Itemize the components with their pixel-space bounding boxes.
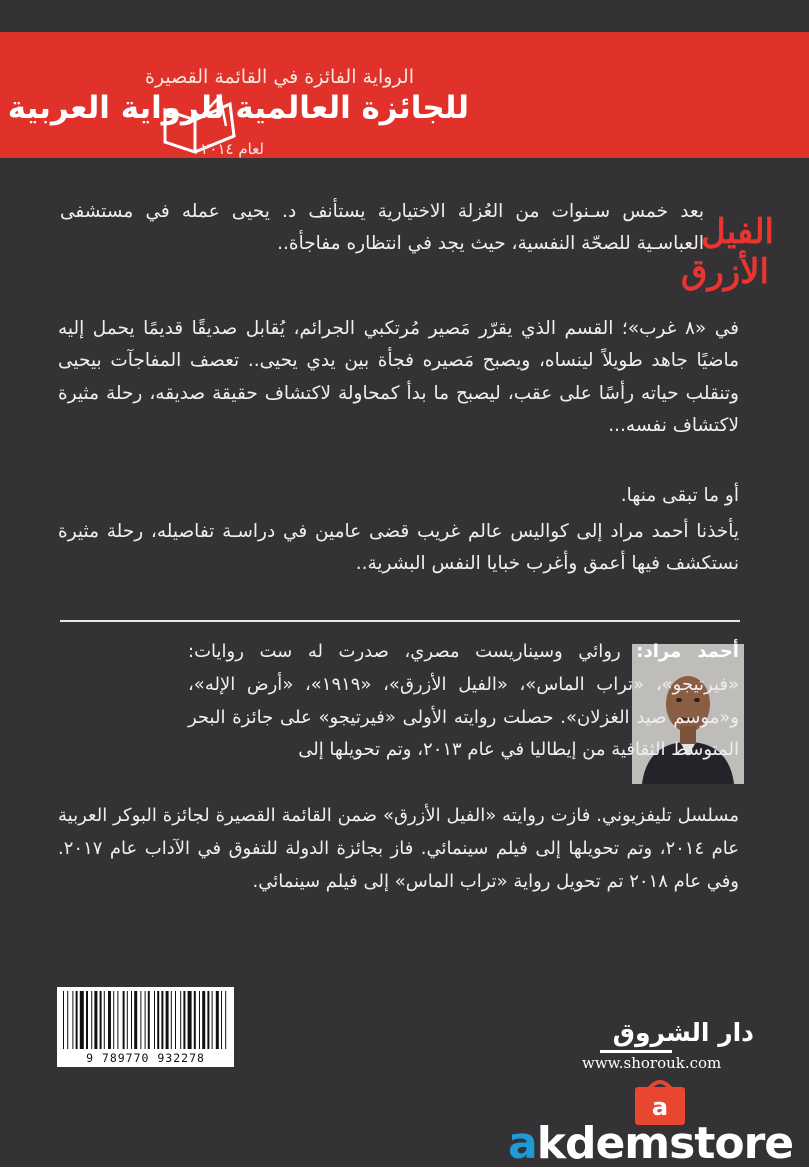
watermark-letter: a bbox=[508, 1118, 537, 1169]
isbn-number: 9 789770 932278 bbox=[86, 1051, 205, 1065]
barcode-bars bbox=[61, 991, 230, 1049]
watermark-rest: kdemstore bbox=[536, 1118, 794, 1169]
synopsis-paragraph-4: يأخذنا أحمد مراد إلى كواليس عالم غريب قضى عامين في دراسـة تفاصيله، رحلة مثيرة نستكشف فيها أعمق وأغرب خبايا النفس البشرية.. bbox=[58, 521, 739, 575]
banner-year: لعام ٢٠١٤ bbox=[201, 140, 264, 158]
section-divider bbox=[60, 620, 740, 622]
author-bio-text: روائي وسيناريست مصري، صدرت له ست روايات: «فيرتيجو»، «تراب الماس»، «الفيل الأزرق»، «١٩١٩»، «أرض الإله»، و«موسم صيد الغزلان». حصلت روايته الأولى «فيرتيجو» على جائزة البحر المتوسط الثقافية من إيطاليا في عام ٢٠١٣، وتم تحويلها إلى bbox=[188, 641, 739, 761]
author-bio-part-2: مسلسل تليفزيوني. فازت روايته «الفيل الأزرق» ضمن القائمة القصيرة لجائزة البوكر العربية عام ٢٠١٤، وتم تحويلها إلى فيلم سينمائي. فاز بجائزة الدولة للتفوق في الآداب عام ٢٠١٧. وفي عام ٢٠١٨ تم تحويل رواية «تراب الماس» إلى فيلم سينمائي. bbox=[58, 805, 740, 892]
publisher-url: www.shorouk.com bbox=[582, 1054, 722, 1072]
author-bio-part-1 bbox=[188, 636, 739, 767]
barcode bbox=[57, 987, 234, 1067]
svg-text:a: a bbox=[651, 1093, 669, 1121]
store-watermark bbox=[508, 1118, 793, 1169]
publisher-name: دار الشروق bbox=[612, 1018, 754, 1047]
banner-award-name: للجائزة العالمية للرواية العربية bbox=[7, 90, 469, 126]
author-name: أحمد مراد: bbox=[636, 641, 739, 662]
synopsis-paragraph-2: في «٨ غرب»؛ القسم الذي يقرّر مَصير مُرتكبي الجرائم، يُقابل صديقًا قديمًا يحمل إليه ماضيًا جاهد طويلاً لينساه، ويصبح مَصيره فجأة بين يدي يحيى.. تعصف المفاجآت بيحيى وتنقلب حياته رأسًا على عقب، ليصبح ما بدأ كمحاولة لاكتشاف حقيقة صديقه، رحلة مثيرة لاكتشاف نفسه... bbox=[58, 318, 739, 437]
synopsis-paragraph-1: بعد خمس سـنوات من العُزلة الاختيارية يستأنف د. يحيى عمله في مستشفى العباسـية للصحّة النفسية، حيث يجد في انتظاره مفاجأة.. bbox=[60, 201, 704, 255]
publisher-underline bbox=[600, 1050, 672, 1053]
book-title-line-2: الأزرق bbox=[680, 252, 769, 292]
synopsis-paragraph-3: أو ما تبقى منها. bbox=[620, 485, 739, 506]
banner-subtitle: الرواية الفائزة في القائمة القصيرة bbox=[144, 66, 414, 88]
book-title-line-1: الفيل bbox=[700, 212, 774, 252]
award-banner bbox=[0, 32, 809, 158]
